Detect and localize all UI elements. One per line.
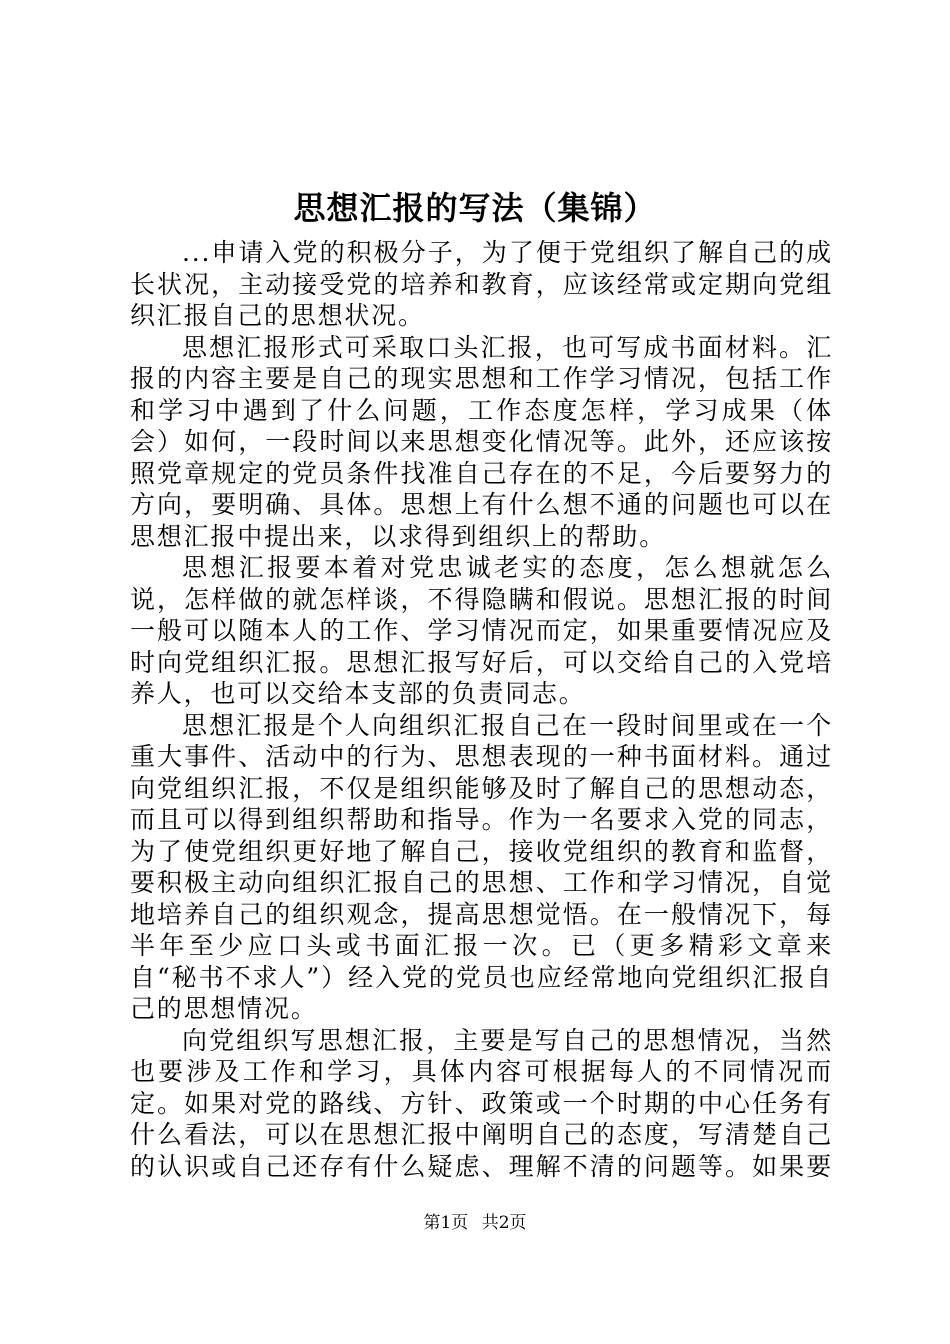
paragraph-2: 思想汇报形式可采取口头汇报，也可写成书面材料。汇报的内容主要是自己的现实思想和工作学习情况，包括工作和学习中遇到了什么问题，工作态度怎样，学习成果（体会）如何，一段时间以来思想变化情况等。此外，还应该按照党章规定的党员条件找准自己存在的不足，今后要努力的方向，要明确、具体。思想上有什么想不通的问题也可以在思想汇报中提出来，以求得到组织上的帮助。 (130, 332, 833, 551)
page-total: 共2页 (481, 1213, 527, 1233)
page-number: 第1页 (423, 1213, 469, 1233)
paragraph-4: 思想汇报是个人向组织汇报自己在一段时间里或在一个重大事件、活动中的行为、思想表现的一种书面材料。通过向党组织汇报，不仅是组织能够及时了解自己的思想动态，而且可以得到组织帮助和指导。作为一名要求入党的同志，为了使党组织更好地了解自己，接收党组织的教育和监督，要积极主动向组织汇报自己的思想、工作和学习情况，自觉地培养自己的组织观念，提高思想觉悟。在一般情况下，每半年至少应口头或书面汇报一次。已（更多精彩文章来自“秘书不求人”）经入党的党员也应经常地向党组织汇报自己的思想情况。 (130, 710, 833, 1023)
paragraph-1: ...申请入党的积极分子，为了便于党组织了解自己的成长状况，主动接受党的培养和教育，应该经常或定期向党组织汇报自己的思想状况。 (130, 238, 833, 330)
page-footer (0, 1211, 950, 1235)
document-body (130, 237, 833, 1182)
paragraph-3: 思想汇报要本着对党忠诚老实的态度，怎么想就怎么说，怎样做的就怎样谈，不得隐瞒和假说。思想汇报的时间一般可以随本人的工作、学习情况而定，如果重要情况应及时向党组织汇报。思想汇报写好后，可以交给自己的入党培养人，也可以交给本支部的负责同志。 (130, 553, 833, 708)
paragraph-5: 向党组织写思想汇报，主要是写自己的思想情况，当然也要涉及工作和学习，具体内容可根据每人的不同情况而定。如果对党的路线、方针、政策或一个时期的中心任务有什么看法，可以在思想汇报中阐明自己的态度，写清楚自己的认识或自己还存有什么疑虑、理解不清的问题等。如果要 (130, 1025, 833, 1181)
document-title: 思想汇报的写法（集锦） (293, 189, 657, 227)
